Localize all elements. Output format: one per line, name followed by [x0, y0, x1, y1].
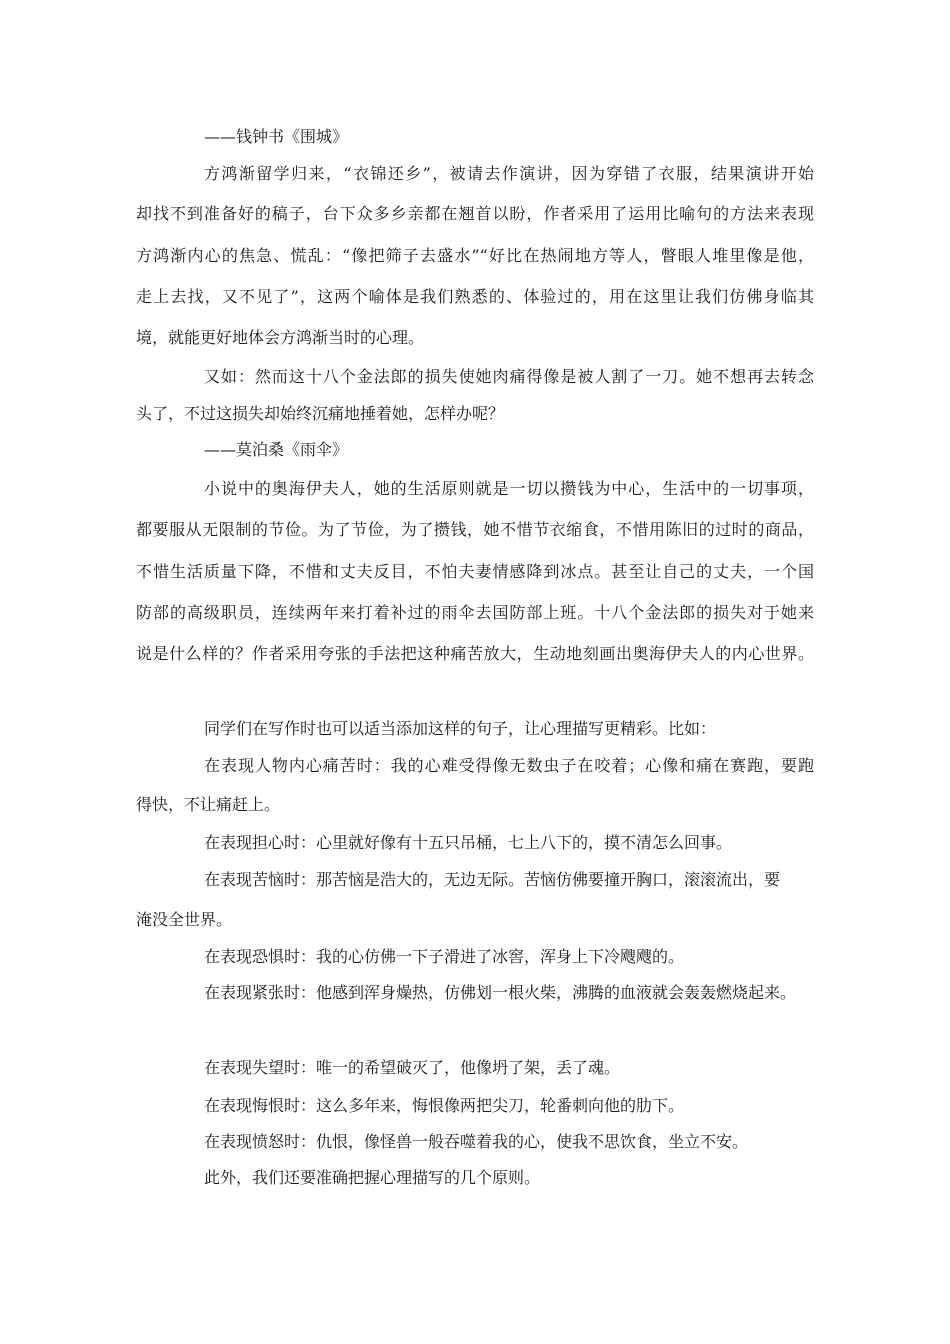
- example-distress-line: 在表现苦恼时：那苦恼是浩大的，无边无际。苦恼仿佛要撞开胸口，滚滚流出，要: [204, 870, 781, 889]
- example-fear: 在表现恐惧时：我的心仿佛一下子滑进了冰窖，浑身上下冷飕飕的。: [204, 947, 685, 966]
- attribution-weicheng: ——钱钟书《围城》: [204, 127, 349, 146]
- paragraph-line: 方鸿渐留学归来，“衣锦还乡”，被请去作演讲，因为穿错了衣服，结果演讲开始: [204, 164, 814, 183]
- example-tension: 在表现紧张时：他感到浑身燥热，仿佛划一根火柴，沸腾的血液就会轰轰燃烧起来。: [204, 983, 797, 1002]
- example-pain-line: 得快，不让痛赶上。: [136, 795, 281, 814]
- attribution-umbrella: ——莫泊桑《雨伞》: [204, 440, 349, 459]
- paragraph-line: 不惜生活质量下降，不惜和丈夫反目，不怕夫妻情感降到冰点。甚至让自己的丈夫，一个国: [136, 562, 814, 581]
- example-distress-line: 淹没全世界。: [136, 910, 233, 929]
- example-regret: 在表现悔恨时：这么多年来，悔恨像两把尖刀，轮番刺向他的肋下。: [204, 1096, 685, 1115]
- paragraph-line: 都要服从无限制的节俭。为了节俭，为了攒钱，她不惜节衣缩食，不惜用陈旧的过时的商品，: [136, 520, 814, 539]
- paragraph-line: 防部的高级职员，连续两年来打着补过的雨伞去国防部上班。十八个金法郎的损失对于她来: [136, 603, 814, 622]
- paragraph-line: 却找不到准备好的稿子，台下众多乡亲都在翘首以盼，作者采用了运用比喻句的方法来表现: [136, 204, 814, 223]
- example-anger: 在表现愤怒时：仇恨，像怪兽一般吞噬着我的心，使我不思饮食，坐立不安。: [204, 1132, 749, 1151]
- paragraph-principles: 此外，我们还要准确把握心理描写的几个原则。: [204, 1168, 541, 1187]
- paragraph-line: 头了，不过这损失却始终沉痛地捶着她，怎样办呢？: [136, 404, 505, 423]
- paragraph-line: 境，就能更好地体会方鸿渐当时的心理。: [136, 328, 425, 347]
- example-disappointment: 在表现失望时：唯一的希望破灭了，他像坍了架，丢了魂。: [204, 1058, 621, 1077]
- paragraph-line: 小说中的奥海伊夫人，她的生活原则就是一切以攒钱为中心，生活中的一切事项，: [204, 479, 814, 498]
- paragraph-writing-advice: 同学们在写作时也可以适当添加这样的句子，让心理描写更精彩。比如：: [204, 719, 717, 738]
- example-pain-line: 在表现人物内心痛苦时：我的心难受得像无数虫子在咬着；心像和痛在赛跑，要跑: [204, 756, 814, 775]
- paragraph-line: 又如：然而这十八个金法郎的损失使她肉痛得像是被人割了一刀。她不想再去转念: [204, 367, 814, 386]
- example-worry: 在表现担心时：心里就好像有十五只吊桶，七上八下的，摸不清怎么回事。: [204, 833, 733, 852]
- paragraph-line: 走上去找，又不见了”，这两个喻体是我们熟悉的、体验过的，用在这里让我们仿佛身临其: [136, 287, 814, 306]
- paragraph-line: 方鸿渐内心的焦急、慌乱：“像把筛子去盛水”“好比在热闹地方等人，瞥眼人堆里像是他，: [136, 246, 814, 265]
- paragraph-line: 说是什么样的？作者采用夸张的手法把这种痛苦放大，生动地刻画出奥海伊夫人的内心世界。: [136, 644, 814, 663]
